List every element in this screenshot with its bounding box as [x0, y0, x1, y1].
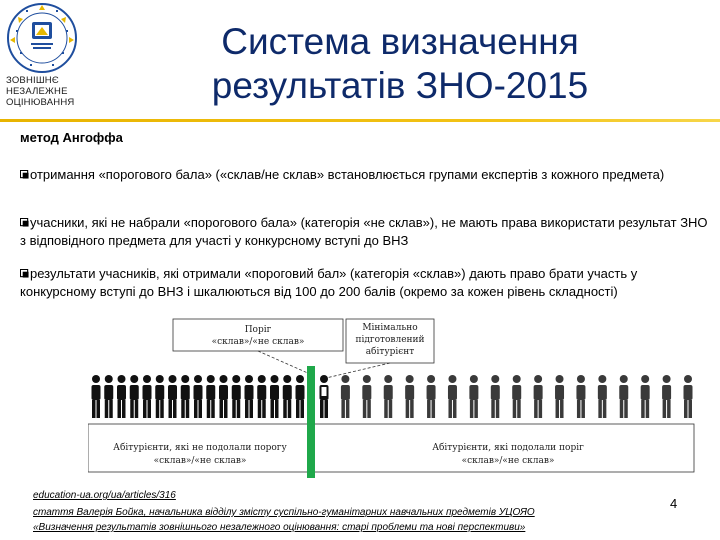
reference-line: «Визначення результатів зовнішнього незалежного оцінювання: старі проблеми та нові перспективи» — [33, 522, 526, 533]
above-label: Абітурієнти, які подолали поріг — [432, 443, 584, 453]
person-above-threshold — [576, 375, 585, 418]
slide-title — [180, 20, 620, 108]
method-heading: метод Ангоффа — [20, 130, 123, 145]
person-above-threshold — [448, 375, 457, 418]
person-above-threshold — [598, 375, 607, 418]
above-label: «склав»/«не склав» — [461, 456, 555, 466]
person-below-threshold — [296, 375, 305, 418]
checkbox-bullet-icon — [20, 170, 29, 179]
minimal-label: Мінімально — [362, 323, 418, 333]
header-divider — [0, 119, 720, 122]
page-number: 4 — [670, 496, 678, 511]
bullet-item — [20, 265, 710, 301]
person-above-threshold — [384, 375, 393, 418]
person-below-threshold — [206, 375, 215, 418]
person-below-threshold — [92, 375, 101, 418]
threshold-pointer — [258, 351, 310, 374]
person-above-threshold — [534, 375, 543, 418]
ucoyao-logo — [6, 2, 78, 74]
person-above-threshold — [491, 375, 500, 418]
person-above-threshold — [619, 375, 628, 418]
minimal-pointer — [326, 363, 390, 378]
below-label: Абітурієнти, які не подолали порогу — [113, 443, 287, 453]
slide-title-line: результатів ЗНО-2015 — [211, 65, 589, 106]
slide-title-line: Система визначення — [221, 21, 579, 62]
checkbox-bullet-icon — [20, 218, 29, 227]
person-below-threshold — [181, 375, 190, 418]
person-below-threshold — [232, 375, 241, 418]
person-above-threshold — [662, 375, 671, 418]
person-above-threshold — [405, 375, 414, 418]
bullet-item — [20, 214, 710, 250]
person-minimal-candidate — [320, 375, 329, 418]
bullet-text: отримання «порогового бала» («склав/не склав» встановлюється групами експертів з кожного предмета) — [30, 167, 665, 182]
people-row — [92, 375, 693, 418]
person-above-threshold — [362, 375, 371, 418]
bullet-text: результати учасників, які отримали «пороговий бал» (категорія «склав») дають право брати участь у конкурсному вступі до ВНЗ і шкалюються від 100 до 200 балів (окремо за кожен рівень складності) — [20, 266, 638, 299]
below-label: «склав»/«не склав» — [153, 456, 247, 466]
bullet-item — [20, 166, 710, 184]
bullet-text: учасники, які не набрали «порогового бала» (категорія «не склав»), не мають права використати результат ЗНО з відповідного предмета для участі у конкурсному вступі до ВНЗ — [20, 215, 708, 248]
person-below-threshold — [245, 375, 254, 418]
org-name-line: ЗОВНІШНЄ — [6, 75, 59, 86]
org-name-line: НЕЗАЛЕЖНЕ — [6, 86, 68, 97]
person-below-threshold — [143, 375, 152, 418]
minimal-label: підготовлений — [355, 335, 425, 345]
person-above-threshold — [684, 375, 693, 418]
person-above-threshold — [469, 375, 478, 418]
person-above-threshold — [512, 375, 521, 418]
person-below-threshold — [283, 375, 292, 418]
reference-line: стаття Валерія Бойка, начальника відділу змісту суспільно-гуманітарних навчальних предметів УЦОЯО — [33, 507, 535, 518]
threshold-label: Поріг — [244, 325, 272, 335]
checkbox-bullet-icon — [20, 269, 29, 278]
person-below-threshold — [155, 375, 164, 418]
person-below-threshold — [194, 375, 203, 418]
source-link[interactable]: education-ua.org/ua/articles/316 — [33, 490, 176, 501]
person-above-threshold — [341, 375, 350, 418]
person-below-threshold — [117, 375, 126, 418]
threshold-bar — [307, 366, 315, 478]
reference-text — [33, 505, 653, 535]
minimal-label: абітурієнт — [365, 347, 415, 357]
person-below-threshold — [257, 375, 266, 418]
threshold-label: «склав»/«не склав» — [211, 337, 305, 347]
org-name — [6, 75, 74, 108]
person-above-threshold — [641, 375, 650, 418]
person-below-threshold — [130, 375, 139, 418]
person-below-threshold — [270, 375, 279, 418]
person-below-threshold — [219, 375, 228, 418]
person-below-threshold — [104, 375, 113, 418]
person-above-threshold — [555, 375, 564, 418]
person-below-threshold — [168, 375, 177, 418]
person-above-threshold — [427, 375, 436, 418]
org-name-line: ОЦІНЮВАННЯ — [6, 97, 75, 108]
angoff-threshold-illustration — [88, 316, 698, 478]
